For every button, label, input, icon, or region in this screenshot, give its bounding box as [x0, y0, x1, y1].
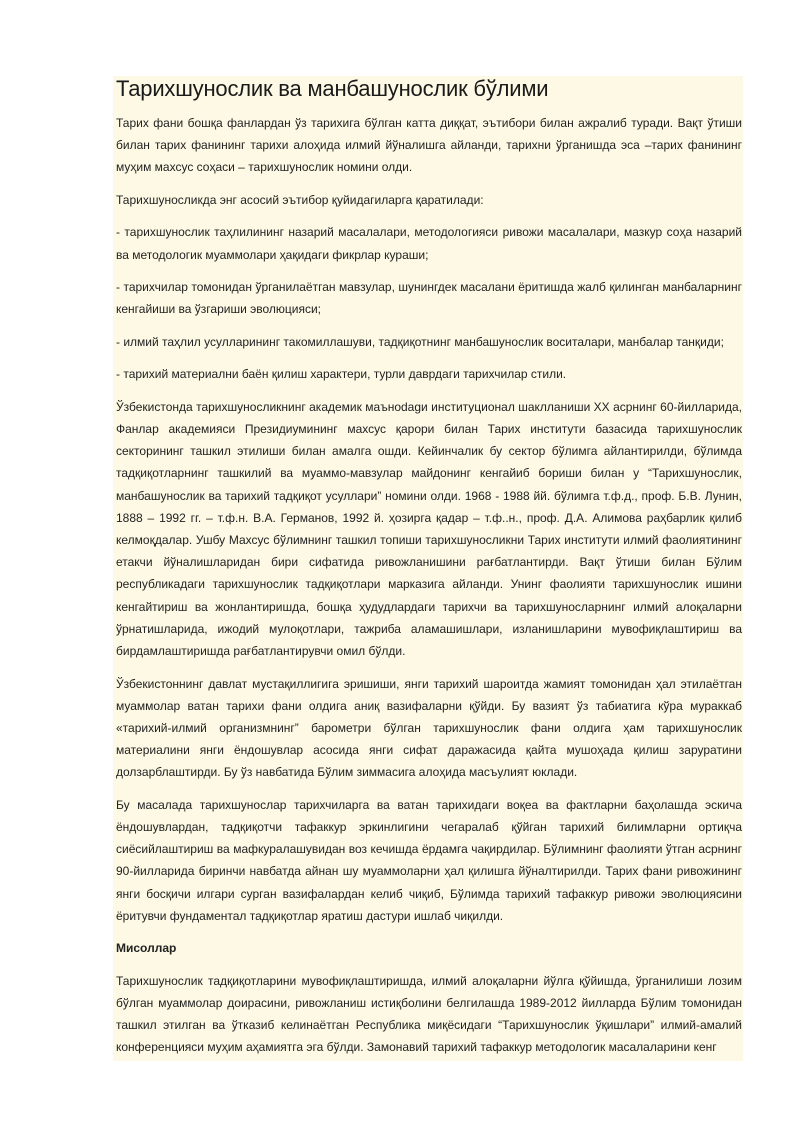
paragraph-approach: Бу масалада тарихшунослар тарихчиларга ва ватан тарихидаги воқеа ва фактларни баҳолашда эскича ёндошувлардан, тадқиқотчи тафаккур эркинлигини чегаралаб қўйган тарихий билимларни ортиқча сиёсийлаштириш ва мафкуралашувидан воз кечишда ёрдамга чақирдилар. Бўлимнинг фаолияти ўтган асрнинг 90-йилларида биринчи навбатда айнан шу муаммоларни ҳал қилишга йўналтирилди. Тарих фани ривожининг янги босқичи илгари сурган вазифалардан келиб чиқиб, Бўлимда тарихий тафаккур ривожи эволюциясини ёритувчи фундаментал тадқиқотлар яратиш дастури ишлаб чиқилди.: [116, 797, 742, 923]
list-item-methods: - илмий таҳлил усулларининг такомиллашуви, тадқиқотнинг манбашунослик воситалари, манбалар танқиди;: [116, 334, 724, 349]
list-item-style: - тарихий материални баён қилиш характери, турли даврдаги тарихчилар стили.: [116, 367, 567, 382]
paragraph-intro: Тарих фани бошқа фанлардан ўз тарихига бўлган катта диққат, эътибори билан ажралиб туради. Вақт ўтиши билан тарих фанининг тарихи алоҳида илмий йўналишга айланди, тарихни ўрганишда эса –тарих фанининг муҳим махсус соҳаси – тарихшунослик номини олди.: [116, 116, 742, 175]
list-item-theory: - тарихшунослик таҳлилининг назарий масалалари, методологияси ривожи масалалари, мазкур соҳа назарий ва методологик муаммолари ҳақидаги фикрлар кураши;: [116, 225, 742, 262]
page-title: Тарихшунослик ва манбашунослик бўлими: [116, 76, 549, 101]
list-item-topics: - тарихчилар томонидан ўрганилаётган мавзулар, шунингдек масалани ёритишда жалб қилинган манбаларнинг кенгайиши ва ўзгариши эволюцияси;: [116, 280, 742, 317]
paragraph-history: Ўзбекистонда тарихшуносликнинг академик маъноdagи институционал шаклланиши XX асрнинг 60-йилларида, Фанлар академияси Президиумининг махсус қарори билан Тарих институти базасида тарихшунослик секторининг ташкил этилиши билан амалга ошди. Кейинчалик бу сектор бўлимга айлантирилди, бўлимда тадқиқотларнинг ташкилий ва муаммо-мавзулар майдонинг кенгайиб бориши билан у “Тарихшунослик, манбашунослик ва тарихий тадқиқот усуллари” номини олди. 1968 - 1988 йй. бўлимга т.ф.д., проф. Б.В. Лунин, 1888 – 1992 гг. – т.ф.н. В.А. Германов, 1992 й. ҳозирга қадар – т.ф..н., проф. Д.А. Алимова раҳбарлик қилиб келмоқдалар. Ушбу Махсус бўлимнинг ташкил топиши тарихшуносликни Тарих институти илмий фаолиятининг етакчи йўналишларидан бири сифатида ривожланишини рағбатлантирди. Вақт ўтиши билан Бўлим республикадаги тарихшунослик тадқиқотлари марказига айланди. Унинг фаолияти тарихшунослик ишини кенгайтириш ва жонлантиришда, бошқа ҳудудлардаги тарихчи ва тарихшуносларнинг илмий алоқаларни ўрнатишларида, ижодий мулоқотлари, тажриба аламашишлари, изланишларини мувофиқлаштириш ва бирдамлаштиришда рағбатлантирувчи омил бўлди.: [116, 399, 742, 659]
paragraph-independence: Ўзбекистоннинг давлат мустақиллигига эришиши, янги тарихий шароитда жамият томонидан ҳал этилаётган муаммолар ватан тарихи фани олдига аниқ вазифаларни қўйди. Бу вазият ўз табиатига кўра мураккаб «тарихий-илмий организмнинг” барометри бўлган тарихшунослик фани олдига ҳам тарихшунослик материалини янги ёндошувлар асосида янги сифат даражасида қайта мушоҳада қилиш заруратини долзарблаштирди. Бу ўз навбатида Бўлим зиммасига алоҳида масъулият юклади.: [116, 676, 742, 780]
paragraph-conference: Тарихшунослик тадқиқотларини мувофиқлаштиришда, илмий алоқаларни йўлга қўйишда, ўрганилиши лозим бўлган муаммолар доирасини, ривожланиш истиқболини белгилашда 1989-2012 йилларда Бўлим томонидан ташкил этилган ва ўтказиб келинаётган Республика миқёсидаги “Тарихшунослик ўқишлари” илмий-амалий конференцияси муҳим аҳамиятга эга бўлди. Замонавий тарихий тафаккур методологик масалаларини кенг: [116, 973, 742, 1055]
document-content: [116, 76, 742, 1069]
paragraph-focus: Тарихшуносликда энг асосий эътибор қуйидагиларга қаратилади:: [116, 192, 484, 207]
subheading-examples: Мисоллар: [116, 941, 177, 956]
